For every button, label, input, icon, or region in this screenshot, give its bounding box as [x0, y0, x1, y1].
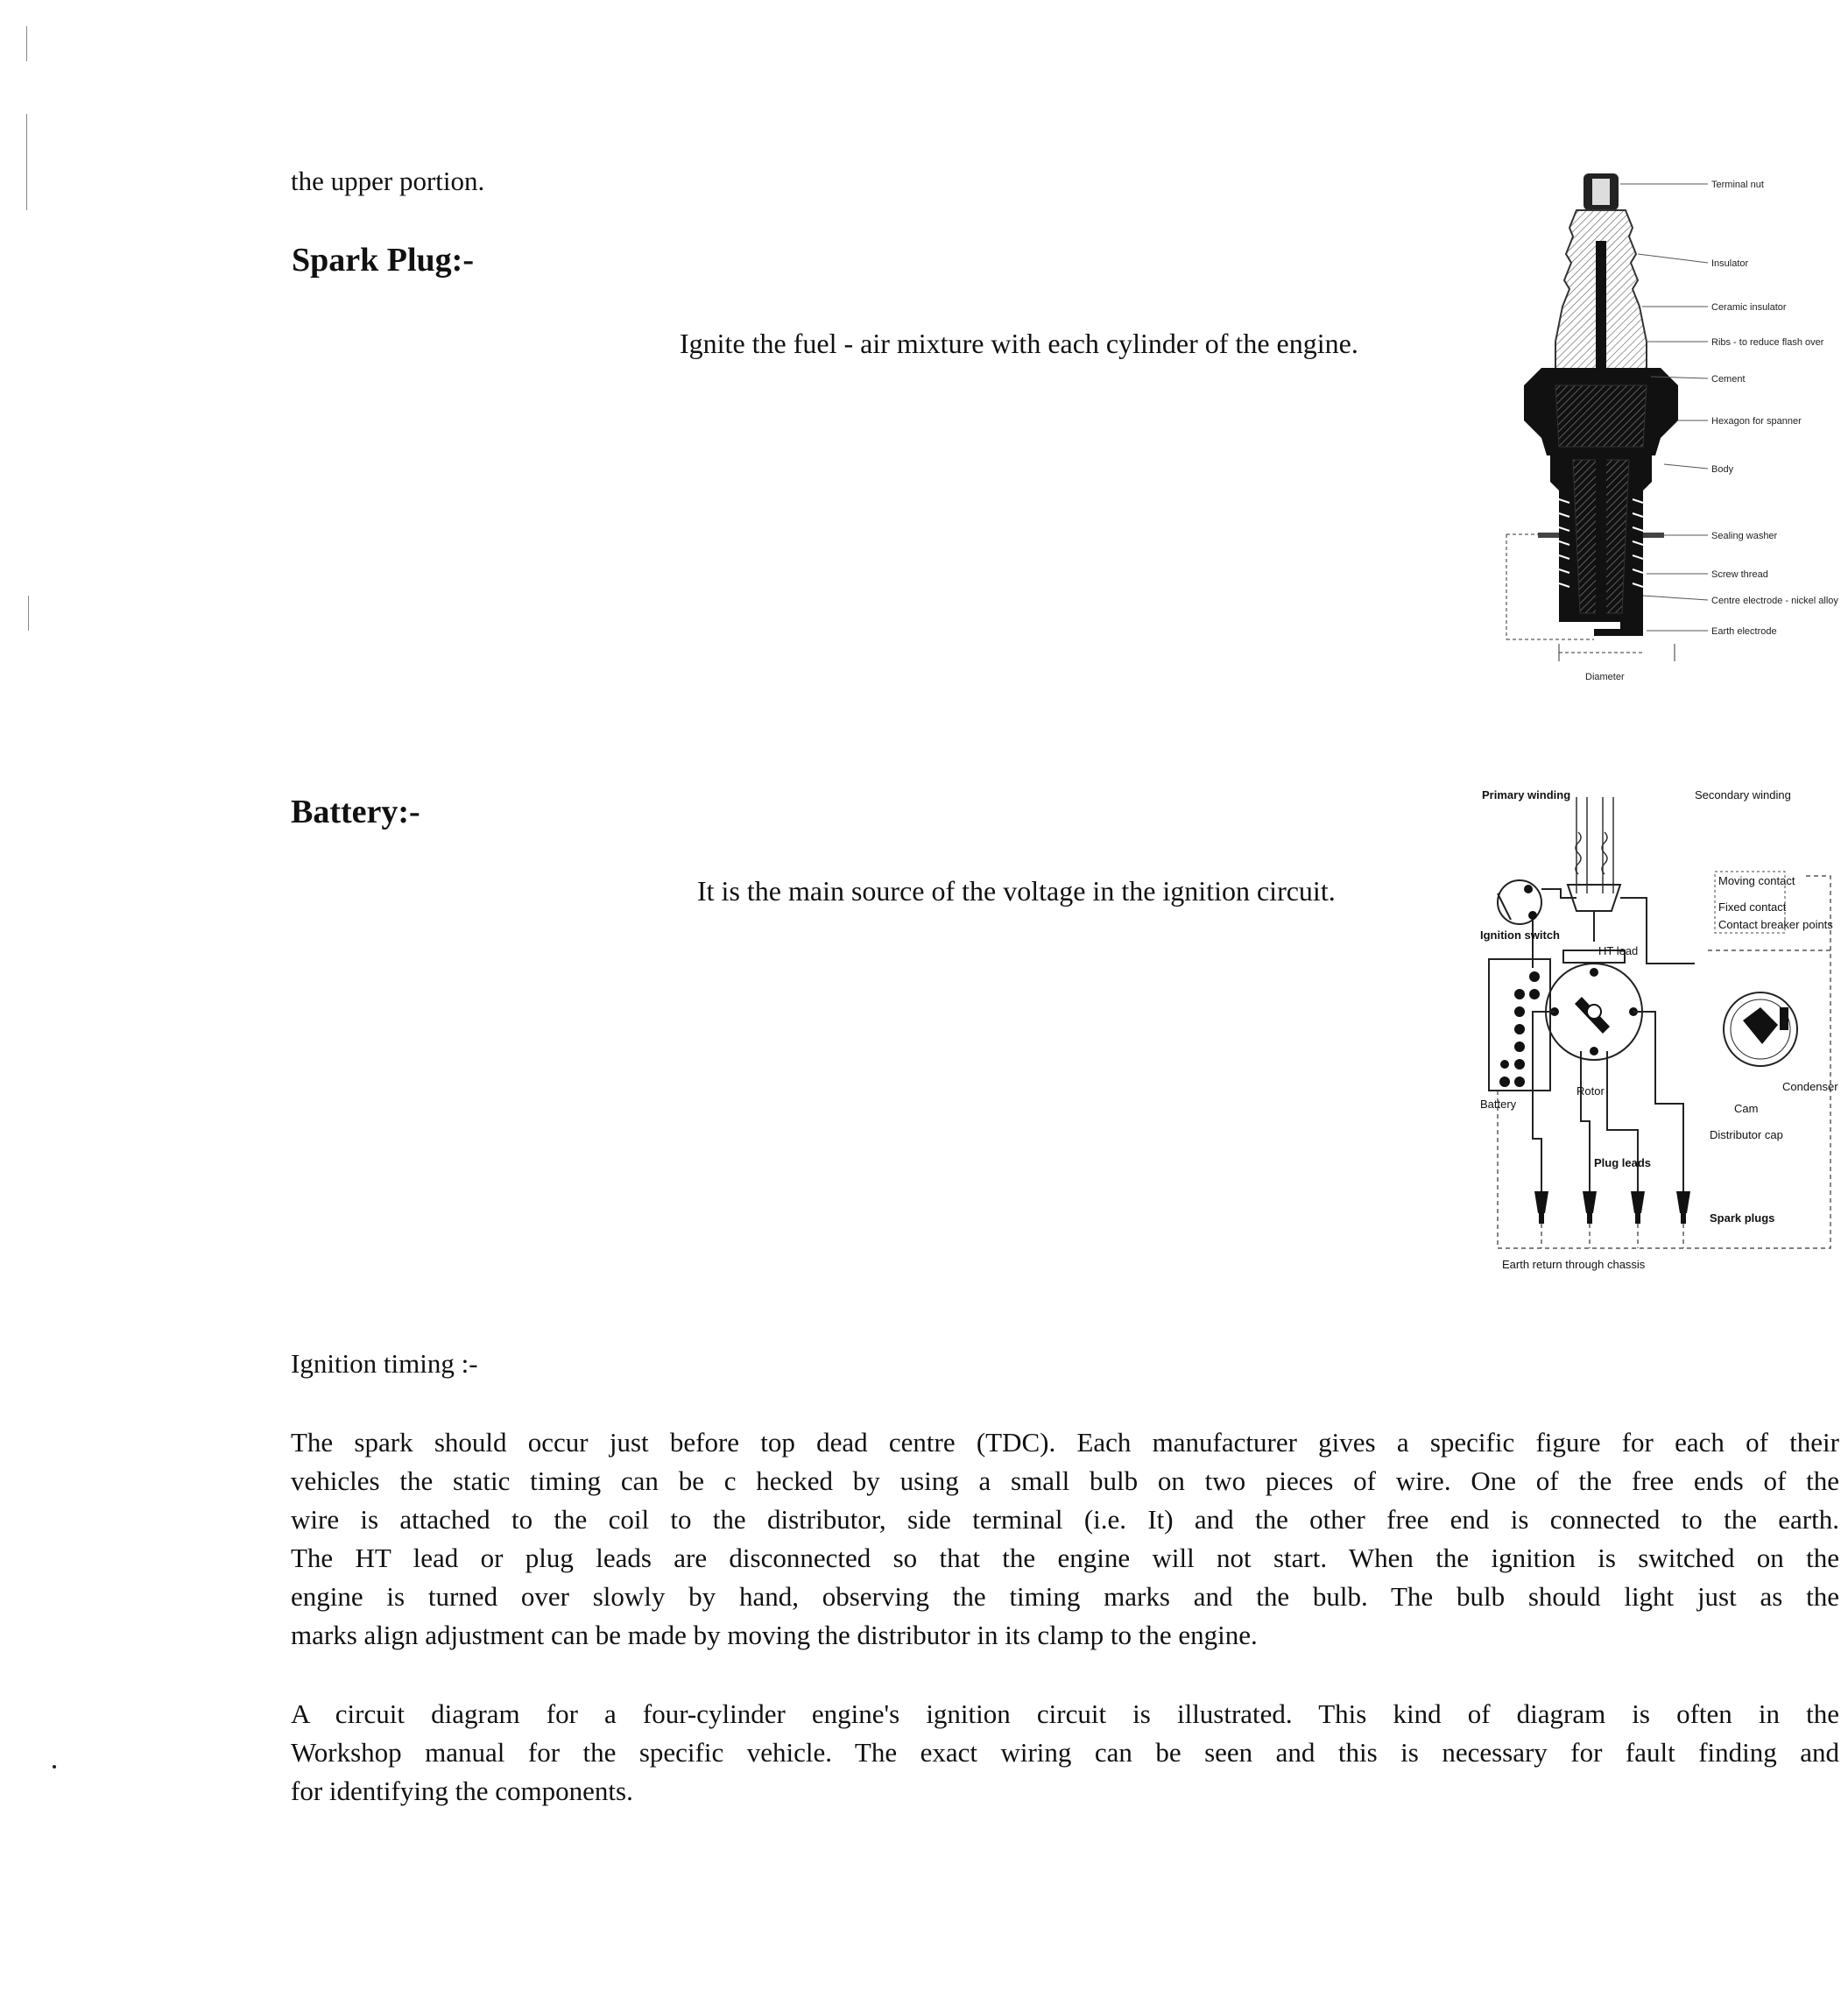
scan-mark	[26, 114, 27, 210]
spark-label-centre-electrode: Centre electrode - nickel alloy	[1711, 596, 1838, 606]
paragraph-line: engine is turned over slowly by hand, observing the timing marks and the bulb. The bulb should light just as the	[291, 1581, 1839, 1612]
circuit-label-ht-lead: HT lead	[1598, 944, 1639, 957]
spark-plug-figure	[1489, 166, 1839, 692]
circuit-label-plug-leads: Plug leads	[1594, 1156, 1652, 1169]
circuit-label-spark-plugs: Spark plugs	[1710, 1211, 1775, 1225]
paragraph-line: marks align adjustment can be made by moving the distributor in its clamp to the engine.	[291, 1620, 1258, 1650]
paragraph-line: vehicles the static timing can be c hecked by using a small bulb on two pieces of wire. One of the free ends of the	[291, 1465, 1839, 1496]
circuit-label-ignition-switch: Ignition switch	[1480, 928, 1560, 942]
circuit-label-moving-contact: Moving contact	[1718, 874, 1795, 887]
circuit-label-earth-return: Earth return through chassis	[1502, 1258, 1646, 1271]
circuit-label-cam: Cam	[1734, 1102, 1759, 1115]
spark-label-earth-electrode: Earth electrode	[1711, 626, 1777, 637]
circuit-label-battery: Battery	[1480, 1098, 1517, 1111]
paragraph-line: Workshop manual for the specific vehicle. The exact wiring can be seen and this is necessary for fault finding and	[291, 1737, 1839, 1768]
paragraph-line: The spark should occur just before top dead centre (TDC). Each manufacturer gives a specific figure for each of their	[291, 1427, 1839, 1458]
spark-label-diameter: Diameter	[1585, 672, 1625, 682]
scan-dot	[53, 1765, 56, 1769]
ignition-timing-paragraph-2	[291, 1695, 1839, 1811]
spark-plug-description: Ignite the fuel - air mixture with each cylinder of the engine.	[680, 328, 1358, 359]
paragraph-line: for identifying the components.	[291, 1776, 633, 1806]
scan-mark	[26, 26, 27, 61]
battery-heading: Battery:-	[291, 794, 420, 830]
spark-label-washer: Sealing washer	[1711, 531, 1778, 541]
ignition-timing-heading: Ignition timing :-	[291, 1348, 478, 1379]
ignition-circuit-figure	[1480, 788, 1839, 1288]
spark-label-ribs: Ribs - to reduce flash over	[1711, 337, 1824, 348]
paragraph-line: A circuit diagram for a four-cylinder engine's ignition circuit is illustrated. This kind of diagram is often in the	[291, 1698, 1839, 1729]
top-fragment: the upper portion.	[291, 166, 485, 196]
spark-label-hexagon: Hexagon for spanner	[1711, 416, 1802, 427]
circuit-label-fixed-contact: Fixed contact	[1718, 900, 1787, 914]
circuit-label-distributor-cap: Distributor cap	[1710, 1128, 1783, 1141]
spark-plug-heading: Spark Plug:-	[292, 242, 474, 279]
battery-description: It is the main source of the voltage in the ignition circuit.	[697, 875, 1336, 907]
circuit-label-rotor: Rotor	[1576, 1084, 1605, 1098]
paragraph-line: The HT lead or plug leads are disconnected so that the engine will not start. When the ignition is switched on the	[291, 1543, 1839, 1573]
ignition-timing-paragraph-1	[291, 1423, 1839, 1655]
paragraph-line: wire is attached to the coil to the distributor, side terminal (i.e. It) and the other free end is connected to the earth.	[291, 1504, 1839, 1535]
circuit-label-condenser: Condenser	[1782, 1080, 1838, 1093]
circuit-label-primary-winding: Primary winding	[1482, 788, 1571, 801]
spark-label-body: Body	[1711, 464, 1734, 475]
circuit-label-secondary-winding: Secondary winding	[1695, 788, 1791, 801]
scan-mark	[28, 596, 29, 631]
spark-label-ceramic: Ceramic insulator	[1711, 302, 1787, 313]
circuit-label-contact-breaker: Contact breaker points	[1718, 918, 1833, 931]
spark-label-cement: Cement	[1711, 374, 1746, 385]
spark-label-terminal: Terminal nut	[1711, 180, 1764, 190]
spark-label-thread: Screw thread	[1711, 569, 1768, 580]
spark-label-insulator: Insulator	[1711, 258, 1749, 269]
